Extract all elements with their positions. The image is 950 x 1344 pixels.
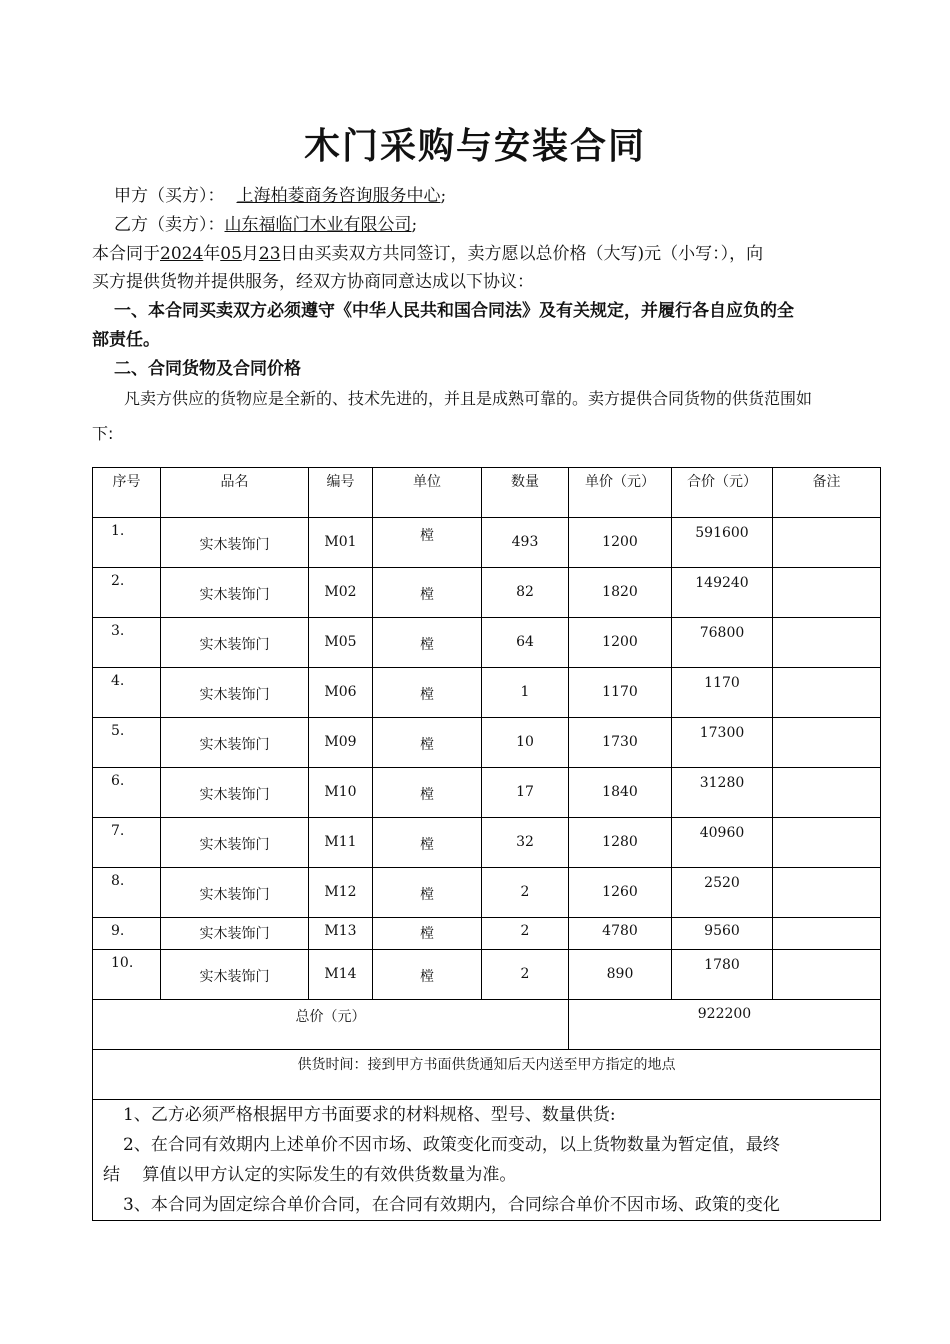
row-qty: 1 [520,684,530,700]
table-row [93,718,881,768]
header-cell [93,468,161,518]
row-note [773,918,880,923]
row-note [773,668,880,684]
intro-line-1 [92,239,763,264]
row-unit: 樘 [420,528,434,544]
header-no: 序号 [112,474,141,490]
sign-month: 05 [220,244,242,264]
row-amount: 149240 [695,575,749,591]
row-code: M12 [324,884,357,900]
row-amount: 9560 [704,923,740,939]
row-unit: 樘 [420,637,434,653]
header-cell [482,468,569,518]
document-title: 木门采购与安装合同 [303,126,646,167]
row-amount: 2520 [704,875,740,891]
row-note [773,768,880,784]
row-price: 1200 [602,534,638,550]
table-total-row [93,1000,881,1050]
row-name: 实木装饰门 [199,787,270,803]
header-name: 品名 [220,474,249,490]
header-amount: 合价（元） [687,474,757,490]
total-value: 922200 [697,1006,752,1022]
row-no: 4. [111,673,125,689]
row-no: 6. [111,773,125,789]
table-terms-row [93,1100,881,1221]
row-note [773,618,880,634]
month-unit: 月 [241,244,259,264]
row-no: 8. [111,873,125,889]
table-row [93,568,881,618]
row-amount: 76800 [699,625,745,641]
row-amount: 40960 [699,825,745,841]
header-cell [309,468,373,518]
row-code: M14 [324,966,357,982]
row-price: 1280 [602,834,638,850]
total-label: 总价（元） [295,1009,366,1025]
header-qty: 数量 [511,474,539,490]
row-note [773,950,880,966]
row-no: 7. [111,823,125,839]
row-note [773,818,880,834]
sign-year: 2024 [160,244,204,264]
row-code: M11 [324,834,357,850]
goods-table [92,467,881,1221]
party-b-line [114,210,417,235]
row-amount: 17300 [699,725,745,741]
row-qty: 64 [516,634,534,650]
table-row [93,668,881,718]
row-note [773,718,880,734]
party-a-suffix: ; [440,186,447,206]
row-price: 1200 [602,634,638,650]
row-unit: 樘 [420,837,434,853]
header-unit: 单位 [413,474,441,490]
row-unit: 樘 [420,969,434,985]
row-unit: 樘 [420,587,434,603]
intro-prefix: 本合同于 [92,244,160,264]
row-name: 实木装饰门 [199,969,270,985]
header-cell [161,468,309,518]
row-note [773,518,880,534]
header-cell [672,468,773,518]
row-code: M13 [324,923,357,939]
party-a-label: 甲方（买方）： [114,186,225,206]
row-name: 实木装饰门 [199,887,270,903]
term-1: 1、乙方必须严格根据甲方书面要求的材料规格、型号、数量供货: [123,1105,616,1125]
table-row [93,518,881,568]
row-name: 实木装饰门 [199,837,270,853]
row-qty: 2 [520,884,530,900]
clause-1-line-1: 一、本合同买卖双方必须遵守《中华人民共和国合同法》及有关规定，并履行各自应负的全 [114,301,794,321]
row-amount: 1170 [704,675,740,691]
row-qty: 2 [520,966,530,982]
row-unit: 樘 [420,687,434,703]
term-2-line-2: 结 算值以甲方认定的实际发生的有效供货数量为准。 [103,1165,517,1185]
row-name: 实木装饰门 [199,537,270,553]
row-qty: 32 [516,834,534,850]
row-code: M10 [324,784,357,800]
party-a-name: 上海柏菱商务咨询服务中心 [236,186,441,206]
row-code: M06 [324,684,357,700]
row-note [773,568,880,584]
row-amount: 31280 [699,775,745,791]
row-unit: 樘 [420,737,434,753]
clause-1-line-2: 部责任。 [92,330,160,350]
row-note [773,868,880,884]
intro-line-2: 买方提供货物并提供服务，经双方协商同意达成以下协议： [92,272,534,292]
row-price: 1820 [602,584,638,600]
party-a-line [114,181,446,206]
table-row [93,618,881,668]
row-code: M05 [324,634,357,650]
row-unit: 樘 [420,787,434,803]
row-no: 2. [111,573,125,589]
term-3: 3、本合同为固定综合单价合同，在合同有效期内，合同综合单价不因市场、政策的变化 [123,1195,780,1215]
header-cell [773,468,881,518]
table-row [93,768,881,818]
party-b-name: 山东福临门木业有限公司 [224,215,412,235]
row-amount: 1780 [704,957,740,973]
intro-suffix: 日由买卖双方共同签订，卖方愿以总价格（大写)元（小写：），向 [280,244,764,264]
table-row [93,818,881,868]
row-code: M02 [324,584,357,600]
header-price: 单价（元） [585,474,655,490]
row-price: 1170 [602,684,638,700]
row-unit: 樘 [420,887,434,903]
table-row [93,950,881,1000]
table-row [93,918,881,950]
sign-day: 23 [258,244,281,264]
header-note: 备注 [812,474,841,490]
row-no: 10. [111,955,134,971]
clause-2-heading: 二、合同货物及合同价格 [114,359,301,379]
party-b-suffix: ; [411,215,418,235]
year-unit: 年 [203,244,221,264]
row-no: 5. [111,723,125,739]
row-qty: 17 [516,784,534,800]
row-no: 1. [111,523,125,539]
row-unit: 樘 [420,926,434,942]
row-name: 实木装饰门 [199,737,270,753]
row-name: 实木装饰门 [199,587,270,603]
header-cell [373,468,482,518]
row-name: 实木装饰门 [199,637,270,653]
row-amount: 591600 [695,525,749,541]
row-code: M09 [324,734,357,750]
row-qty: 82 [516,584,534,600]
term-2-line-1: 2、在合同有效期内上述单价不因市场、政策变化而变动，以上货物数量为暂定值，最终 [123,1135,780,1155]
row-name: 实木装饰门 [199,926,270,942]
row-qty: 10 [516,734,534,750]
row-qty: 493 [511,534,539,550]
supply-time: 供货时间：接到甲方书面供货通知后天内送至甲方指定的地点 [297,1057,676,1073]
table-header-row [93,468,881,518]
table-supply-row [93,1050,881,1100]
row-no: 3. [111,623,125,639]
row-price: 1840 [602,784,638,800]
row-no: 9. [111,923,125,939]
row-qty: 2 [520,923,530,939]
party-b-label: 乙方（卖方）： [114,215,225,235]
goods-intro-line-1: 凡卖方供应的货物应是全新的、技术先进的，并且是成熟可靠的。卖方提供合同货物的供货范围如 [124,389,813,408]
row-code: M01 [324,534,357,550]
table-row [93,868,881,918]
goods-intro-line-2: 下: [92,424,114,443]
row-price: 1730 [602,734,638,750]
row-price: 890 [606,966,634,982]
row-name: 实木装饰门 [199,687,270,703]
row-price: 1260 [602,884,638,900]
header-cell [569,468,672,518]
header-code: 编号 [326,474,355,490]
row-price: 4780 [602,923,638,939]
